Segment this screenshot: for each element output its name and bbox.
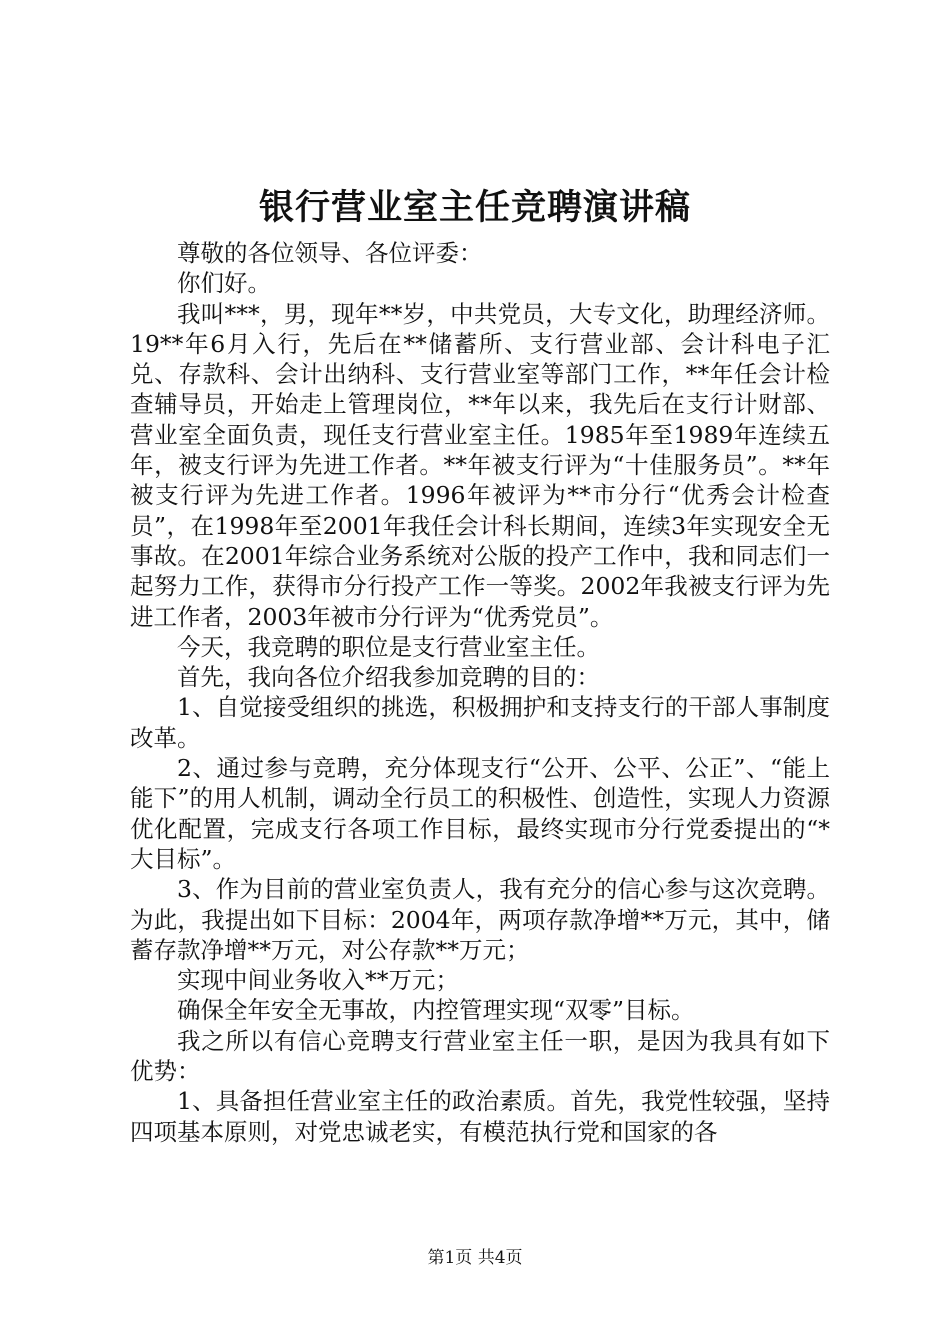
document-body [130, 238, 830, 1147]
paragraph-purpose-3: 3、作为目前的营业室负责人，我有充分的信心参与这次竞聘。为此，我提出如下目标：2004年，两项存款净增**万元，其中，储蓄存款净增**万元，对公存款**万元； [130, 875, 830, 964]
paragraph-greeting: 你们好。 [177, 269, 271, 298]
paragraph-goal-income: 实现中间业务收入**万元； [177, 966, 459, 995]
paragraph-advantage-1: 1、具备担任营业室主任的政治素质。首先，我党性较强，坚持四项基本原则，对党忠诚老实，有模范执行党和国家的各 [130, 1087, 830, 1146]
paragraph-purpose-1: 1、自觉接受组织的挑选，积极拥护和支持支行的干部人事制度改革。 [130, 693, 830, 752]
paragraph-advantages-intro: 我之所以有信心竞聘支行营业室主任一职，是因为我具有如下优势： [130, 1026, 830, 1086]
paragraph-self-introduction: 我叫***，男，现年**岁，中共党员，大专文化，助理经济师。19**年6月入行，先后在**储蓄所、支行营业部、会计科电子汇兑、存款科、会计出纳科、支行营业室等部门工作，**年任会计检查辅导员，开始走上管理岗位，**年以来，我先后在支行计财部、营业室全面负责，现任支行营业室主任。1985年至1989年连续五年，被支行评为先进工作者。**年被支行评为“十佳服务员”。**年被支行评为先进工作者。1996年被评为**市分行“优秀会计检查员”，在1998年至2001年我任会计科长期间，连续3年实现安全无事故。在2001年综合业务系统对公版的投产工作中，我和同志们一起努力工作，获得市分行投产工作一等奖。2002年我被支行评为先进工作者，2003年被市分行评为“优秀党员”。 [130, 299, 830, 631]
document-title: 银行营业室主任竞聘演讲稿 [258, 187, 691, 228]
paragraph-purpose-2: 2、通过参与竞聘，充分体现支行“公开、公平、公正”、“能上能下”的用人机制，调动全行员工的积极性、创造性，实现人力资源优化配置，完成支行各项工作目标，最终实现市分行党委提出的“*大目标”。 [130, 754, 830, 873]
paragraph-purpose-intro: 首先，我向各位介绍我参加竞聘的目的： [177, 663, 600, 692]
paragraph-goal-safety: 确保全年安全无事故，内控管理实现“双零”目标。 [177, 996, 695, 1025]
page-number-footer: 第1页 共4页 [427, 1248, 523, 1268]
paragraph-salutation: 尊敬的各位领导、各位评委： [177, 239, 483, 267]
paragraph-position: 今天，我竞聘的职位是支行营业室主任。 [177, 632, 600, 661]
